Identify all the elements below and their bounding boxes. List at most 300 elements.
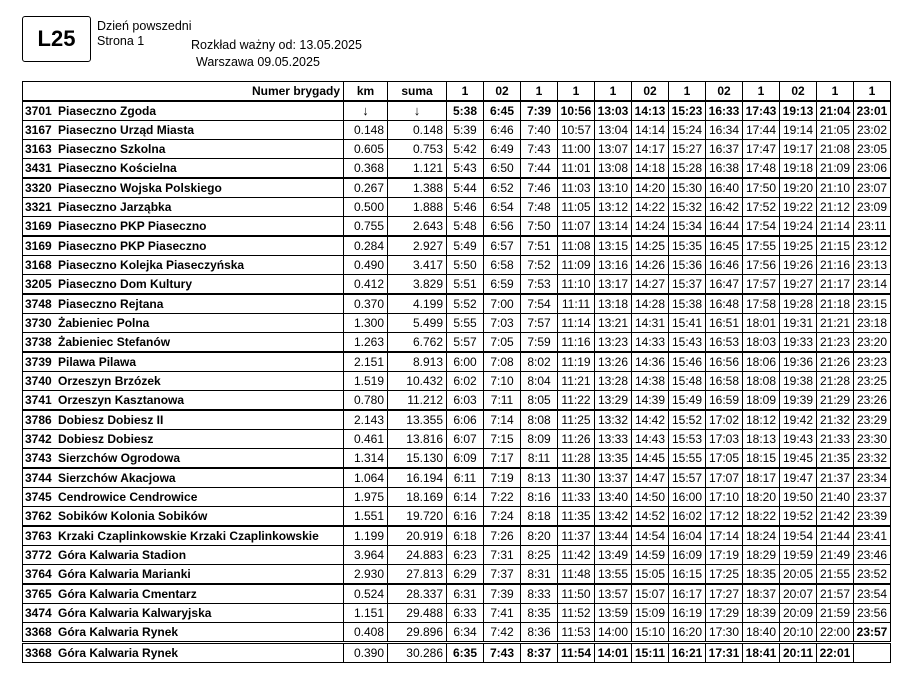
sum-cell: 0.753 [388,140,447,159]
departure-time: 14:33 [632,333,669,353]
stop-name: Góra Kalwaria Rynek [58,646,179,660]
brigade-number: 1 [447,82,484,102]
departure-time: 21:32 [817,410,854,430]
departure-time: 13:03 [595,101,632,121]
departure-time: 6:02 [447,372,484,391]
departure-time: 5:44 [447,178,484,198]
departure-time: 18:41 [743,643,780,663]
departure-time: 11:05 [558,198,595,217]
stop-id: 3764 [25,567,52,581]
departure-time: 5:55 [447,314,484,333]
departure-time: 13:33 [595,430,632,449]
departure-time: 19:27 [780,275,817,295]
stop-name: Góra Kalwaria Rynek [58,625,179,639]
stop-name: Dobiesz Dobiesz [58,432,154,446]
departure-time: 13:23 [595,333,632,353]
departure-time: 15:43 [669,333,706,353]
km-cell: 2.143 [344,410,388,430]
departure-time: 5:43 [447,159,484,179]
departure-time: 16:48 [706,294,743,314]
sum-cell: 19.720 [388,507,447,527]
table-row [23,565,891,585]
table-row [23,178,891,198]
departure-time: 13:32 [595,410,632,430]
stop-name: Góra Kalwaria Marianki [58,567,191,581]
departure-time: 14:39 [632,391,669,411]
km-cell: 1.519 [344,372,388,391]
departure-time: 7:15 [484,430,521,449]
departure-time: 16:33 [706,101,743,121]
departure-time: 16:59 [706,391,743,411]
departure-time: 23:25 [854,372,891,391]
stop-name-cell [23,507,344,527]
departure-time: 7:14 [484,410,521,430]
table-row [23,468,891,488]
departure-time: 21:15 [817,236,854,256]
table-row [23,623,891,643]
departure-time: 15:38 [669,294,706,314]
table-row [23,449,891,469]
departure-time: 5:39 [447,121,484,140]
departure-time: 11:50 [558,584,595,604]
departure-time: 19:47 [780,468,817,488]
departure-time: 15:49 [669,391,706,411]
departure-time: 16:46 [706,256,743,275]
departure-time: 8:25 [521,546,558,565]
departure-time: 15:09 [632,604,669,623]
departure-time: 5:49 [447,236,484,256]
departure-time: 16:19 [669,604,706,623]
departure-time: 18:09 [743,391,780,411]
departure-time: 11:25 [558,410,595,430]
km-cell: 0.267 [344,178,388,198]
departure-time: 7:42 [484,623,521,643]
stop-name-cell [23,333,344,353]
stop-id: 3474 [25,606,52,620]
km-cell: 0.148 [344,121,388,140]
departure-time: 5:46 [447,198,484,217]
km-cell: 1.975 [344,488,388,507]
departure-time: 13:42 [595,507,632,527]
departure-time: 15:28 [669,159,706,179]
km-cell: 2.151 [344,352,388,372]
departure-time: 11:54 [558,643,595,663]
stop-id: 3168 [25,258,52,272]
sum-cell: 6.762 [388,333,447,353]
departure-time: 6:00 [447,352,484,372]
sum-cell: 2.643 [388,217,447,237]
sum-cell: 3.829 [388,275,447,295]
departure-time: 7:43 [521,140,558,159]
departure-time: 11:10 [558,275,595,295]
departure-time: 6:18 [447,526,484,546]
departure-time: 7:24 [484,507,521,527]
departure-time: 8:02 [521,352,558,372]
stop-name: Piaseczno Dom Kultury [58,277,193,291]
km-cell: 0.524 [344,584,388,604]
sum-cell: 1.888 [388,198,447,217]
departure-time: 8:16 [521,488,558,507]
departure-time: 7:26 [484,526,521,546]
stop-name: Góra Kalwaria Kalwaryjska [58,606,212,620]
departure-time: 20:07 [780,584,817,604]
departure-time: 5:42 [447,140,484,159]
departure-time: 16:04 [669,526,706,546]
km-cell: 0.755 [344,217,388,237]
departure-time: 23:06 [854,159,891,179]
departure-time: 7:17 [484,449,521,469]
departure-time: 11:53 [558,623,595,643]
departure-time: 21:08 [817,140,854,159]
departure-time: 14:26 [632,256,669,275]
departure-time: 15:57 [669,468,706,488]
sum-cell: 5.499 [388,314,447,333]
table-row [23,121,891,140]
km-cell: 0.412 [344,275,388,295]
sum-cell: 10.432 [388,372,447,391]
departure-time: 17:05 [706,449,743,469]
departure-time: 16:45 [706,236,743,256]
departure-time: 15:34 [669,217,706,237]
departure-time: 19:54 [780,526,817,546]
brigade-number: 02 [706,82,743,102]
departure-time: 21:57 [817,584,854,604]
departure-time: 11:42 [558,546,595,565]
departure-time: 21:42 [817,507,854,527]
stop-name-cell [23,604,344,623]
departure-time: 17:03 [706,430,743,449]
departure-time: 6:58 [484,256,521,275]
departure-time: 8:09 [521,430,558,449]
departure-time: 7:39 [484,584,521,604]
departure-time: 13:59 [595,604,632,623]
route-number-box [22,16,91,62]
stop-name-cell [23,236,344,256]
departure-time: 21:44 [817,526,854,546]
departure-time: 21:09 [817,159,854,179]
brigade-number: 1 [669,82,706,102]
sum-cell: 4.199 [388,294,447,314]
stop-name-cell [23,159,344,179]
departure-time: 17:48 [743,159,780,179]
departure-time: 21:05 [817,121,854,140]
km-cell: 1.263 [344,333,388,353]
departure-time: 11:07 [558,217,595,237]
departure-time: 23:12 [854,236,891,256]
departure-time: 16:20 [669,623,706,643]
brigade-number: 1 [743,82,780,102]
departure-time: 5:38 [447,101,484,121]
departure-time: 7:11 [484,391,521,411]
departure-time: 6:33 [447,604,484,623]
departure-time: 11:14 [558,314,595,333]
departure-time: 23:09 [854,198,891,217]
departure-time: 6:45 [484,101,521,121]
departure-time: 23:18 [854,314,891,333]
departure-time: 7:22 [484,488,521,507]
departure-time: 13:08 [595,159,632,179]
stop-name: Piaseczno Zgoda [58,104,157,118]
departure-time: 6:23 [447,546,484,565]
stop-name: Piaseczno PKP Piaseczno [58,239,207,253]
departure-time: 6:34 [447,623,484,643]
departure-time: 17:07 [706,468,743,488]
departure-time: 16:56 [706,352,743,372]
stop-name-cell [23,565,344,585]
departure-time: 7:05 [484,333,521,353]
departure-time: 16:58 [706,372,743,391]
brigade-number: 02 [632,82,669,102]
departure-time: 21:10 [817,178,854,198]
departure-time: 17:54 [743,217,780,237]
departure-time: 23:14 [854,275,891,295]
departure-time: 6:46 [484,121,521,140]
departure-time: 11:28 [558,449,595,469]
departure-time: 20:10 [780,623,817,643]
brigade-number: 1 [854,82,891,102]
departure-time: 7:40 [521,121,558,140]
departure-time: 18:39 [743,604,780,623]
stop-id: 3738 [25,335,52,349]
stop-name: Krzaki Czaplinkowskie Krzaki Czaplinkowskie [58,529,319,543]
stop-id: 3169 [25,239,52,253]
sum-cell: 13.816 [388,430,447,449]
departure-time: 19:50 [780,488,817,507]
departure-time: 17:12 [706,507,743,527]
departure-time: 8:18 [521,507,558,527]
table-row [23,101,891,121]
departure-time: 15:24 [669,121,706,140]
departure-time: 23:13 [854,256,891,275]
departure-time: 11:09 [558,256,595,275]
km-cell: 0.408 [344,623,388,643]
table-row [23,507,891,527]
stop-id: 3431 [25,161,52,175]
stop-name-cell [23,449,344,469]
departure-time: 6:35 [447,643,484,663]
stop-id: 3701 [25,104,52,118]
departure-time: 7:19 [484,468,521,488]
departure-time: 13:21 [595,314,632,333]
stop-id: 3741 [25,393,52,407]
departure-time: 19:28 [780,294,817,314]
departure-time: 8:37 [521,643,558,663]
departure-time: 13:55 [595,565,632,585]
departure-time: 6:49 [484,140,521,159]
departure-time: 6:56 [484,217,521,237]
header-row [23,82,891,102]
departure-time: 11:48 [558,565,595,585]
stop-name: Piaseczno Wojska Polskiego [58,181,222,195]
departure-time: 15:05 [632,565,669,585]
stop-name: Żabieniec Stefanów [58,335,171,349]
departure-time: 7:54 [521,294,558,314]
departure-time: 13:17 [595,275,632,295]
table-row [23,333,891,353]
place-date: Warszawa 09.05.2025 [196,55,320,69]
departure-time: 8:33 [521,584,558,604]
departure-time: 17:02 [706,410,743,430]
departure-time: 18:12 [743,410,780,430]
departure-time: 7:53 [521,275,558,295]
departure-time: 18:06 [743,352,780,372]
departure-time: 19:22 [780,198,817,217]
stop-name: Sierzchów Ogrodowa [58,451,181,465]
stop-name: Żabieniec Polna [58,316,150,330]
timetable [22,81,891,663]
departure-time: 21:23 [817,333,854,353]
stop-name-cell [23,178,344,198]
departure-time: 11:30 [558,468,595,488]
departure-time: 6:11 [447,468,484,488]
departure-time: 21:33 [817,430,854,449]
departure-time: 21:49 [817,546,854,565]
departure-time: 20:05 [780,565,817,585]
departure-time: 5:57 [447,333,484,353]
departure-time: 19:42 [780,410,817,430]
departure-time: 23:29 [854,410,891,430]
departure-time: 17:27 [706,584,743,604]
sum-cell: 29.488 [388,604,447,623]
sum-cell: 24.883 [388,546,447,565]
route-number: L25 [37,26,76,51]
km-cell: 0.461 [344,430,388,449]
stop-id: 3786 [25,413,52,427]
departure-time: 11:33 [558,488,595,507]
departure-time: 17:50 [743,178,780,198]
departure-time: 18:20 [743,488,780,507]
brigade-number: 02 [780,82,817,102]
departure-time: 11:08 [558,236,595,256]
departure-time: 23:26 [854,391,891,411]
stop-id: 3742 [25,432,52,446]
stop-name-cell [23,643,344,663]
departure-time: 14:00 [595,623,632,643]
brigade-number: 1 [595,82,632,102]
km-cell: 0.370 [344,294,388,314]
departure-time: 14:01 [595,643,632,663]
departure-time: 13:35 [595,449,632,469]
table-row [23,256,891,275]
departure-time: 13:12 [595,198,632,217]
departure-time: 16:42 [706,198,743,217]
departure-time: 17:44 [743,121,780,140]
departure-time: 14:13 [632,101,669,121]
departure-time: 23:05 [854,140,891,159]
departure-time: 19:45 [780,449,817,469]
km-cell: 0.368 [344,159,388,179]
departure-time: 19:43 [780,430,817,449]
departure-time: 17:56 [743,256,780,275]
departure-time: 17:30 [706,623,743,643]
departure-time: 14:28 [632,294,669,314]
departure-time: 15:48 [669,372,706,391]
stop-name: Piaseczno Kościelna [58,161,177,175]
departure-time: 6:07 [447,430,484,449]
departure-time: 15:36 [669,256,706,275]
departure-time: 11:19 [558,352,595,372]
departure-time: 16:37 [706,140,743,159]
departure-time: 16:53 [706,333,743,353]
table-row [23,526,891,546]
departure-time: 10:57 [558,121,595,140]
sum-cell: 11.212 [388,391,447,411]
departure-time: 11:11 [558,294,595,314]
departure-time: 15:41 [669,314,706,333]
sum-cell: 3.417 [388,256,447,275]
departure-time: 13:29 [595,391,632,411]
departure-time: 14:25 [632,236,669,256]
departure-time: 18:37 [743,584,780,604]
departure-time: 19:39 [780,391,817,411]
departure-time: 18:15 [743,449,780,469]
page-number: Strona 1 [97,34,145,48]
stop-id: 3763 [25,529,52,543]
stop-name: Sobików Kolonia Sobików [58,509,208,523]
departure-time: 11:00 [558,140,595,159]
departure-time: 13:10 [595,178,632,198]
departure-time: 19:18 [780,159,817,179]
departure-time: 7:50 [521,217,558,237]
sum-cell: 15.130 [388,449,447,469]
departure-time: 23:39 [854,507,891,527]
km-cell: 1.551 [344,507,388,527]
departure-time: 18:40 [743,623,780,643]
brigade-number: 1 [558,82,595,102]
km-cell: 1.300 [344,314,388,333]
departure-time: 23:32 [854,449,891,469]
stop-name-cell [23,256,344,275]
departure-time: 21:37 [817,468,854,488]
departure-time: 23:37 [854,488,891,507]
departure-time: 5:50 [447,256,484,275]
departure-time: 15:37 [669,275,706,295]
departure-time: 7:00 [484,294,521,314]
departure-time: 18:01 [743,314,780,333]
stop-name: Góra Kalwaria Cmentarz [58,587,197,601]
departure-time: 21:17 [817,275,854,295]
departure-time: 7:39 [521,101,558,121]
stop-name-cell [23,430,344,449]
stop-id: 3368 [25,625,52,639]
departure-time: 21:04 [817,101,854,121]
departure-time: 7:59 [521,333,558,353]
departure-time: 6:31 [447,584,484,604]
departure-time: 6:59 [484,275,521,295]
departure-time: 13:18 [595,294,632,314]
stop-id: 3730 [25,316,52,330]
departure-time: 23:15 [854,294,891,314]
departure-time: 6:03 [447,391,484,411]
table-row [23,410,891,430]
departure-time: 13:57 [595,584,632,604]
departure-time: 16:15 [669,565,706,585]
departure-time: 16:44 [706,217,743,237]
departure-time: 17:29 [706,604,743,623]
sum-cell: 13.355 [388,410,447,430]
departure-time: 13:40 [595,488,632,507]
stop-name-cell [23,372,344,391]
departure-time: 19:52 [780,507,817,527]
table-row [23,584,891,604]
sum-cell: 29.896 [388,623,447,643]
stop-name-cell [23,546,344,565]
departure-time: 17:52 [743,198,780,217]
departure-time: 7:37 [484,565,521,585]
departure-time: 14:45 [632,449,669,469]
departure-time: 19:26 [780,256,817,275]
stop-id: 3163 [25,142,52,156]
